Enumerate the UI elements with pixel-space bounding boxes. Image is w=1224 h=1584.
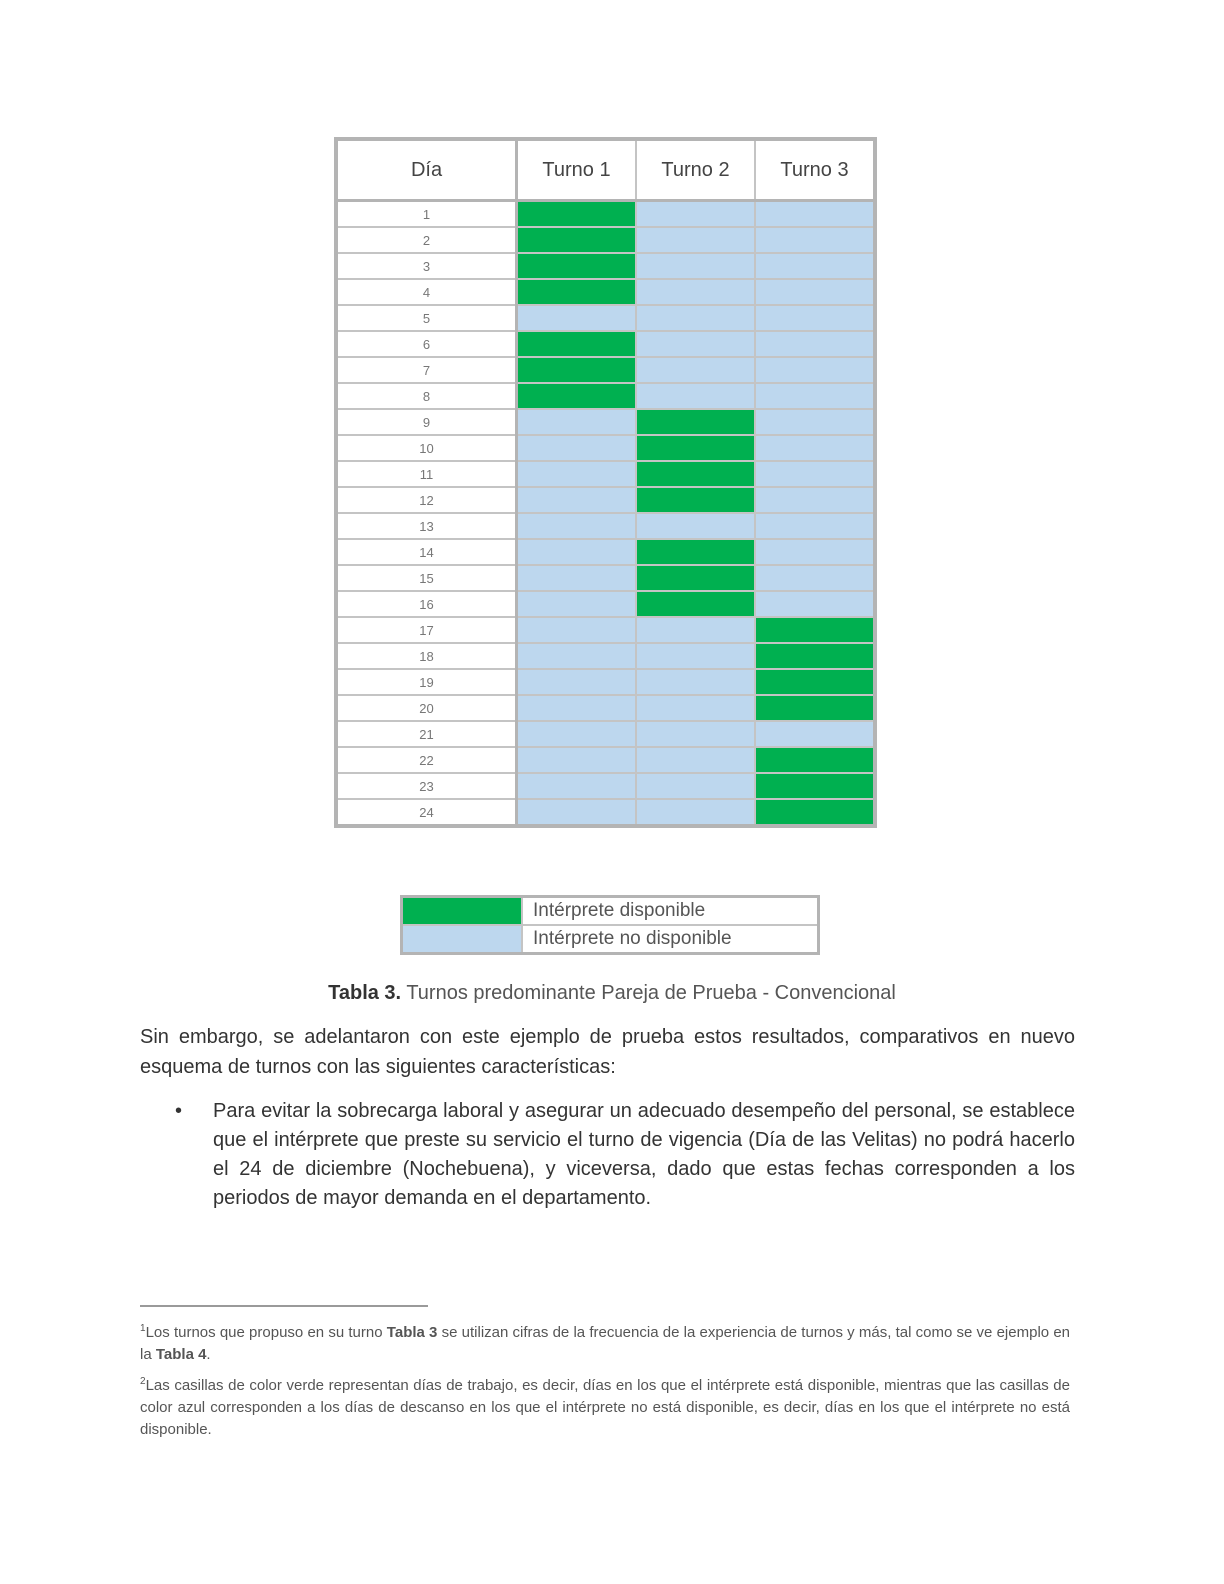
shift-2-cell: [636, 591, 755, 617]
shift-1-cell: [517, 643, 637, 669]
legend-label-unavailable: Intérprete no disponible: [522, 925, 819, 954]
shift-2-cell: [636, 669, 755, 695]
table-row: [336, 591, 875, 617]
shift-1-cell: [517, 747, 637, 773]
shift-3-cell: [755, 773, 875, 799]
shift-3-cell: [755, 695, 875, 721]
shift-1-cell: [517, 279, 637, 305]
legend: [400, 895, 820, 955]
day-cell: 8: [336, 383, 517, 409]
caption-text: Turnos predominante Pareja de Prueba - Convencional: [401, 982, 896, 1004]
shift-1-cell: [517, 461, 637, 487]
shift-1-cell: [517, 253, 637, 279]
shift-1-cell: [517, 799, 637, 826]
day-cell: 22: [336, 747, 517, 773]
day-cell: 14: [336, 539, 517, 565]
shift-schedule-table: [334, 137, 877, 828]
shift-3-cell: [755, 721, 875, 747]
day-cell: 4: [336, 279, 517, 305]
day-cell: 20: [336, 695, 517, 721]
day-cell: 6: [336, 331, 517, 357]
shift-3-cell: [755, 279, 875, 305]
shift-1-cell: [517, 669, 637, 695]
day-cell: 13: [336, 513, 517, 539]
day-cell: 12: [336, 487, 517, 513]
table-row: [336, 721, 875, 747]
table-row: [336, 435, 875, 461]
shift-3-cell: [755, 617, 875, 643]
day-cell: 17: [336, 617, 517, 643]
day-cell: 2: [336, 227, 517, 253]
day-cell: 23: [336, 773, 517, 799]
footnote-2: [140, 1371, 1070, 1441]
day-cell: 5: [336, 305, 517, 331]
table-row: [336, 409, 875, 435]
day-cell: 7: [336, 357, 517, 383]
day-cell: 10: [336, 435, 517, 461]
bullet-list: [175, 1097, 1075, 1213]
shift-2-cell: [636, 773, 755, 799]
shift-1-cell: [517, 591, 637, 617]
table-row: [336, 305, 875, 331]
day-cell: 3: [336, 253, 517, 279]
shift-2-cell: [636, 539, 755, 565]
shift-1-cell: [517, 721, 637, 747]
shift-1-cell: [517, 773, 637, 799]
caption-label: Tabla 3.: [328, 982, 402, 1004]
footnote-1-ref-b: Tabla 4: [155, 1346, 207, 1363]
shift-3-cell: [755, 201, 875, 228]
shift-2-cell: [636, 799, 755, 826]
shift-2-cell: [636, 409, 755, 435]
shift-2-cell: [636, 565, 755, 591]
shift-2-cell: [636, 253, 755, 279]
table-row: [336, 669, 875, 695]
legend-swatch-available: [402, 897, 523, 926]
shift-1-cell: [517, 409, 637, 435]
table-row: [336, 487, 875, 513]
table-row: [336, 617, 875, 643]
shift-2-cell: [636, 435, 755, 461]
bullet-dot-icon: •: [175, 1100, 183, 1122]
day-cell: 21: [336, 721, 517, 747]
day-cell: 19: [336, 669, 517, 695]
shift-3-cell: [755, 227, 875, 253]
shift-3-cell: [755, 591, 875, 617]
shift-3-cell: [755, 799, 875, 826]
table-row: [336, 643, 875, 669]
shift-1-cell: [517, 357, 637, 383]
footnote-1-ref-a: Tabla 3: [386, 1324, 438, 1341]
shift-2-cell: [636, 721, 755, 747]
shift-2-cell: [636, 487, 755, 513]
shift-3-cell: [755, 253, 875, 279]
table-row: [336, 513, 875, 539]
shift-2-cell: [636, 279, 755, 305]
shift-1-cell: [517, 383, 637, 409]
column-header-shift-3: Turno 3: [755, 139, 875, 201]
shift-2-cell: [636, 305, 755, 331]
shift-2-cell: [636, 461, 755, 487]
shift-3-cell: [755, 487, 875, 513]
legend-row-unavailable: [402, 925, 819, 954]
footnote-1-text-c: .: [206, 1346, 211, 1363]
shift-2-cell: [636, 201, 755, 228]
day-cell: 24: [336, 799, 517, 826]
shift-2-cell: [636, 383, 755, 409]
shift-3-cell: [755, 461, 875, 487]
footnote-1-number: 1: [140, 1323, 146, 1334]
shift-3-cell: [755, 747, 875, 773]
table-row: [336, 539, 875, 565]
table-row: [336, 331, 875, 357]
shift-2-cell: [636, 747, 755, 773]
table-row: [336, 357, 875, 383]
footnotes: [140, 1318, 1070, 1446]
shift-1-cell: [517, 487, 637, 513]
shift-2-cell: [636, 331, 755, 357]
footnote-1-text-b: se utilizan cifras de la frecuencia de la experiencia de turnos y más, tal como se ve ejemplo en la: [140, 1324, 1071, 1363]
footnote-1: [140, 1318, 1070, 1366]
table-body: [336, 201, 875, 827]
table-row: [336, 253, 875, 279]
bullet-text: Para evitar la sobrecarga laboral y asegurar un adecuado desempeño del personal, se establece que el intérprete que preste su servicio el turno de vigencia (Día de las Velitas) no podrá hacerlo el 24 de diciembre (Nochebuena), y viceversa, dado que estas fechas corresponden a los periodos de mayor demanda en el departamento.: [213, 1100, 1075, 1209]
footnote-1-text-a: Los turnos que propuso en su turno: [145, 1324, 387, 1341]
shift-1-cell: [517, 331, 637, 357]
shift-2-cell: [636, 617, 755, 643]
column-header-day: Día: [336, 139, 517, 201]
shift-3-cell: [755, 643, 875, 669]
legend-label-available: Intérprete disponible: [522, 897, 819, 926]
shift-3-cell: [755, 513, 875, 539]
shift-3-cell: [755, 409, 875, 435]
shift-3-cell: [755, 565, 875, 591]
column-header-shift-1: Turno 1: [517, 139, 637, 201]
shift-3-cell: [755, 383, 875, 409]
table-row: [336, 747, 875, 773]
shift-2-cell: [636, 513, 755, 539]
footnote-2-number: 2: [140, 1376, 146, 1387]
shift-1-cell: [517, 305, 637, 331]
column-header-shift-2: Turno 2: [636, 139, 755, 201]
shift-3-cell: [755, 331, 875, 357]
legend-row-available: [402, 897, 819, 926]
shift-1-cell: [517, 539, 637, 565]
table-row: [336, 279, 875, 305]
day-cell: 1: [336, 201, 517, 228]
shift-1-cell: [517, 435, 637, 461]
shift-1-cell: [517, 565, 637, 591]
legend-swatch-unavailable: [402, 925, 523, 954]
shift-2-cell: [636, 357, 755, 383]
shift-3-cell: [755, 539, 875, 565]
shift-3-cell: [755, 669, 875, 695]
shift-1-cell: [517, 617, 637, 643]
shift-3-cell: [755, 357, 875, 383]
shift-2-cell: [636, 643, 755, 669]
shift-2-cell: [636, 695, 755, 721]
shift-1-cell: [517, 513, 637, 539]
body-paragraph: Sin embargo, se adelantaron con este ejemplo de prueba estos resultados, comparativos en nuevo esquema de turnos con las siguientes características:: [140, 1026, 1075, 1078]
table-row: [336, 695, 875, 721]
day-cell: 18: [336, 643, 517, 669]
day-cell: 9: [336, 409, 517, 435]
day-cell: 16: [336, 591, 517, 617]
day-cell: 15: [336, 565, 517, 591]
shift-3-cell: [755, 305, 875, 331]
table-row: [336, 565, 875, 591]
shift-1-cell: [517, 695, 637, 721]
table-row: [336, 773, 875, 799]
table-row: [336, 227, 875, 253]
table-row: [336, 461, 875, 487]
shift-1-cell: [517, 227, 637, 253]
table-header-row: [336, 139, 875, 201]
bullet-item: [175, 1097, 1075, 1213]
day-cell: 11: [336, 461, 517, 487]
table-row: [336, 383, 875, 409]
shift-2-cell: [636, 227, 755, 253]
shift-1-cell: [517, 201, 637, 228]
table-row: [336, 201, 875, 228]
shift-3-cell: [755, 435, 875, 461]
footnote-2-text: Las casillas de color verde representan días de trabajo, es decir, días en los que el intérprete está disponible, mientras que las casillas de color azul corresponden a los días de descanso en los que el intérprete no está disponible, es decir, días en los que el intérprete no está disponible.: [140, 1377, 1070, 1438]
footnote-separator: [140, 1305, 428, 1307]
table-row: [336, 799, 875, 826]
table-caption: [0, 982, 1224, 1005]
